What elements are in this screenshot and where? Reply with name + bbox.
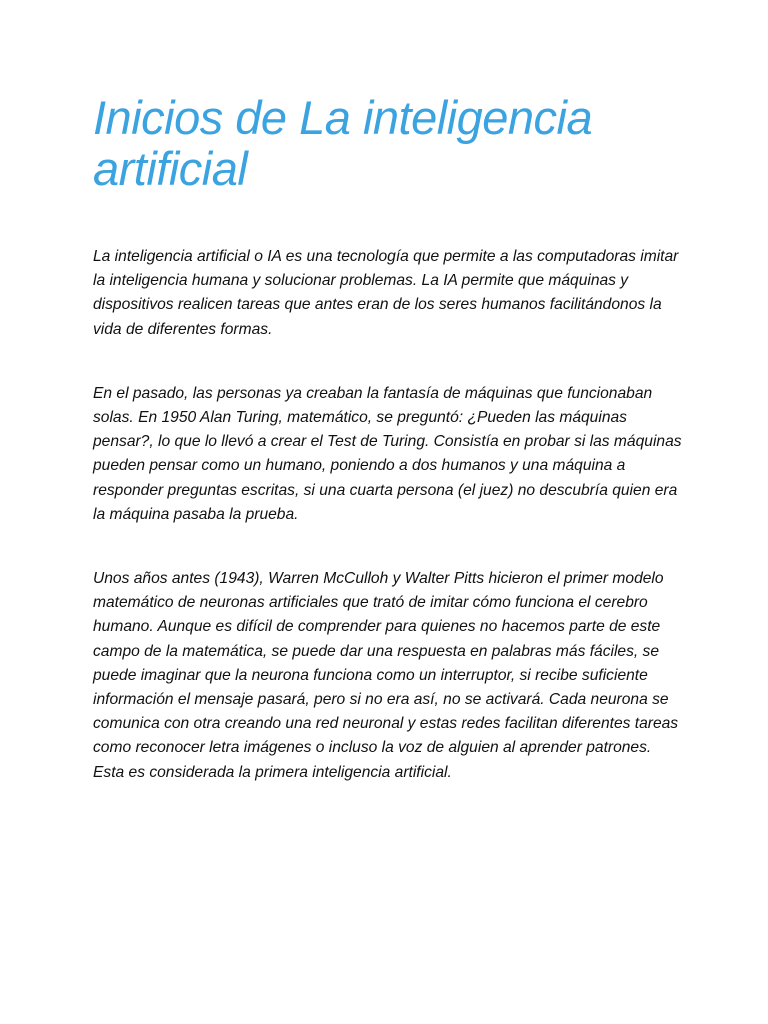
paragraph-mcculloch-pitts: Unos años antes (1943), Warren McCulloh y Walter Pitts hicieron el primer modelo matemático de neuronas artificiales que trató de imitar cómo funciona el cerebro humano. Aunque es difícil de comprender para quienes no hacemos parte de este campo de la matemática, se puede dar una respuesta en palabras más fáciles, se puede imaginar que la neurona funciona como un interruptor, si recibe suficiente información el mensaje pasará, pero si no era así, no se activará. Cada neurona se comunica con otra creando una red neuronal y estas redes facilitan diferentes tareas como reconocer letra imágenes o incluso la voz de alguien al aprender patrones. Esta es considerada la primera inteligencia artificial. — [93, 570, 679, 781]
paragraph-intro: La inteligencia artificial o IA es una tecnología que permite a las computadoras imitar la inteligencia humana y solucionar problemas. La IA permite que máquinas y dispositivos realicen tareas que antes eran de los seres humanos facilitándonos la vida de diferentes formas. — [93, 248, 679, 338]
document-page — [93, 92, 683, 785]
document-title: Inicios de La inteligencia artificial — [93, 91, 593, 195]
paragraph-turing: En el pasado, las personas ya creaban la fantasía de máquinas que funcionaban solas. En 1950 Alan Turing, matemático, se preguntó: ¿Pueden las máquinas pensar?, lo que lo llevó a crear el Test de Turing. Consistía en probar si las máquinas pueden pensar como un humano, poniendo a dos humanos y una máquina a responder preguntas escritas, si una cuarta persona (el juez) no descubría quien era la máquina pasaba la prueba. — [93, 384, 682, 523]
